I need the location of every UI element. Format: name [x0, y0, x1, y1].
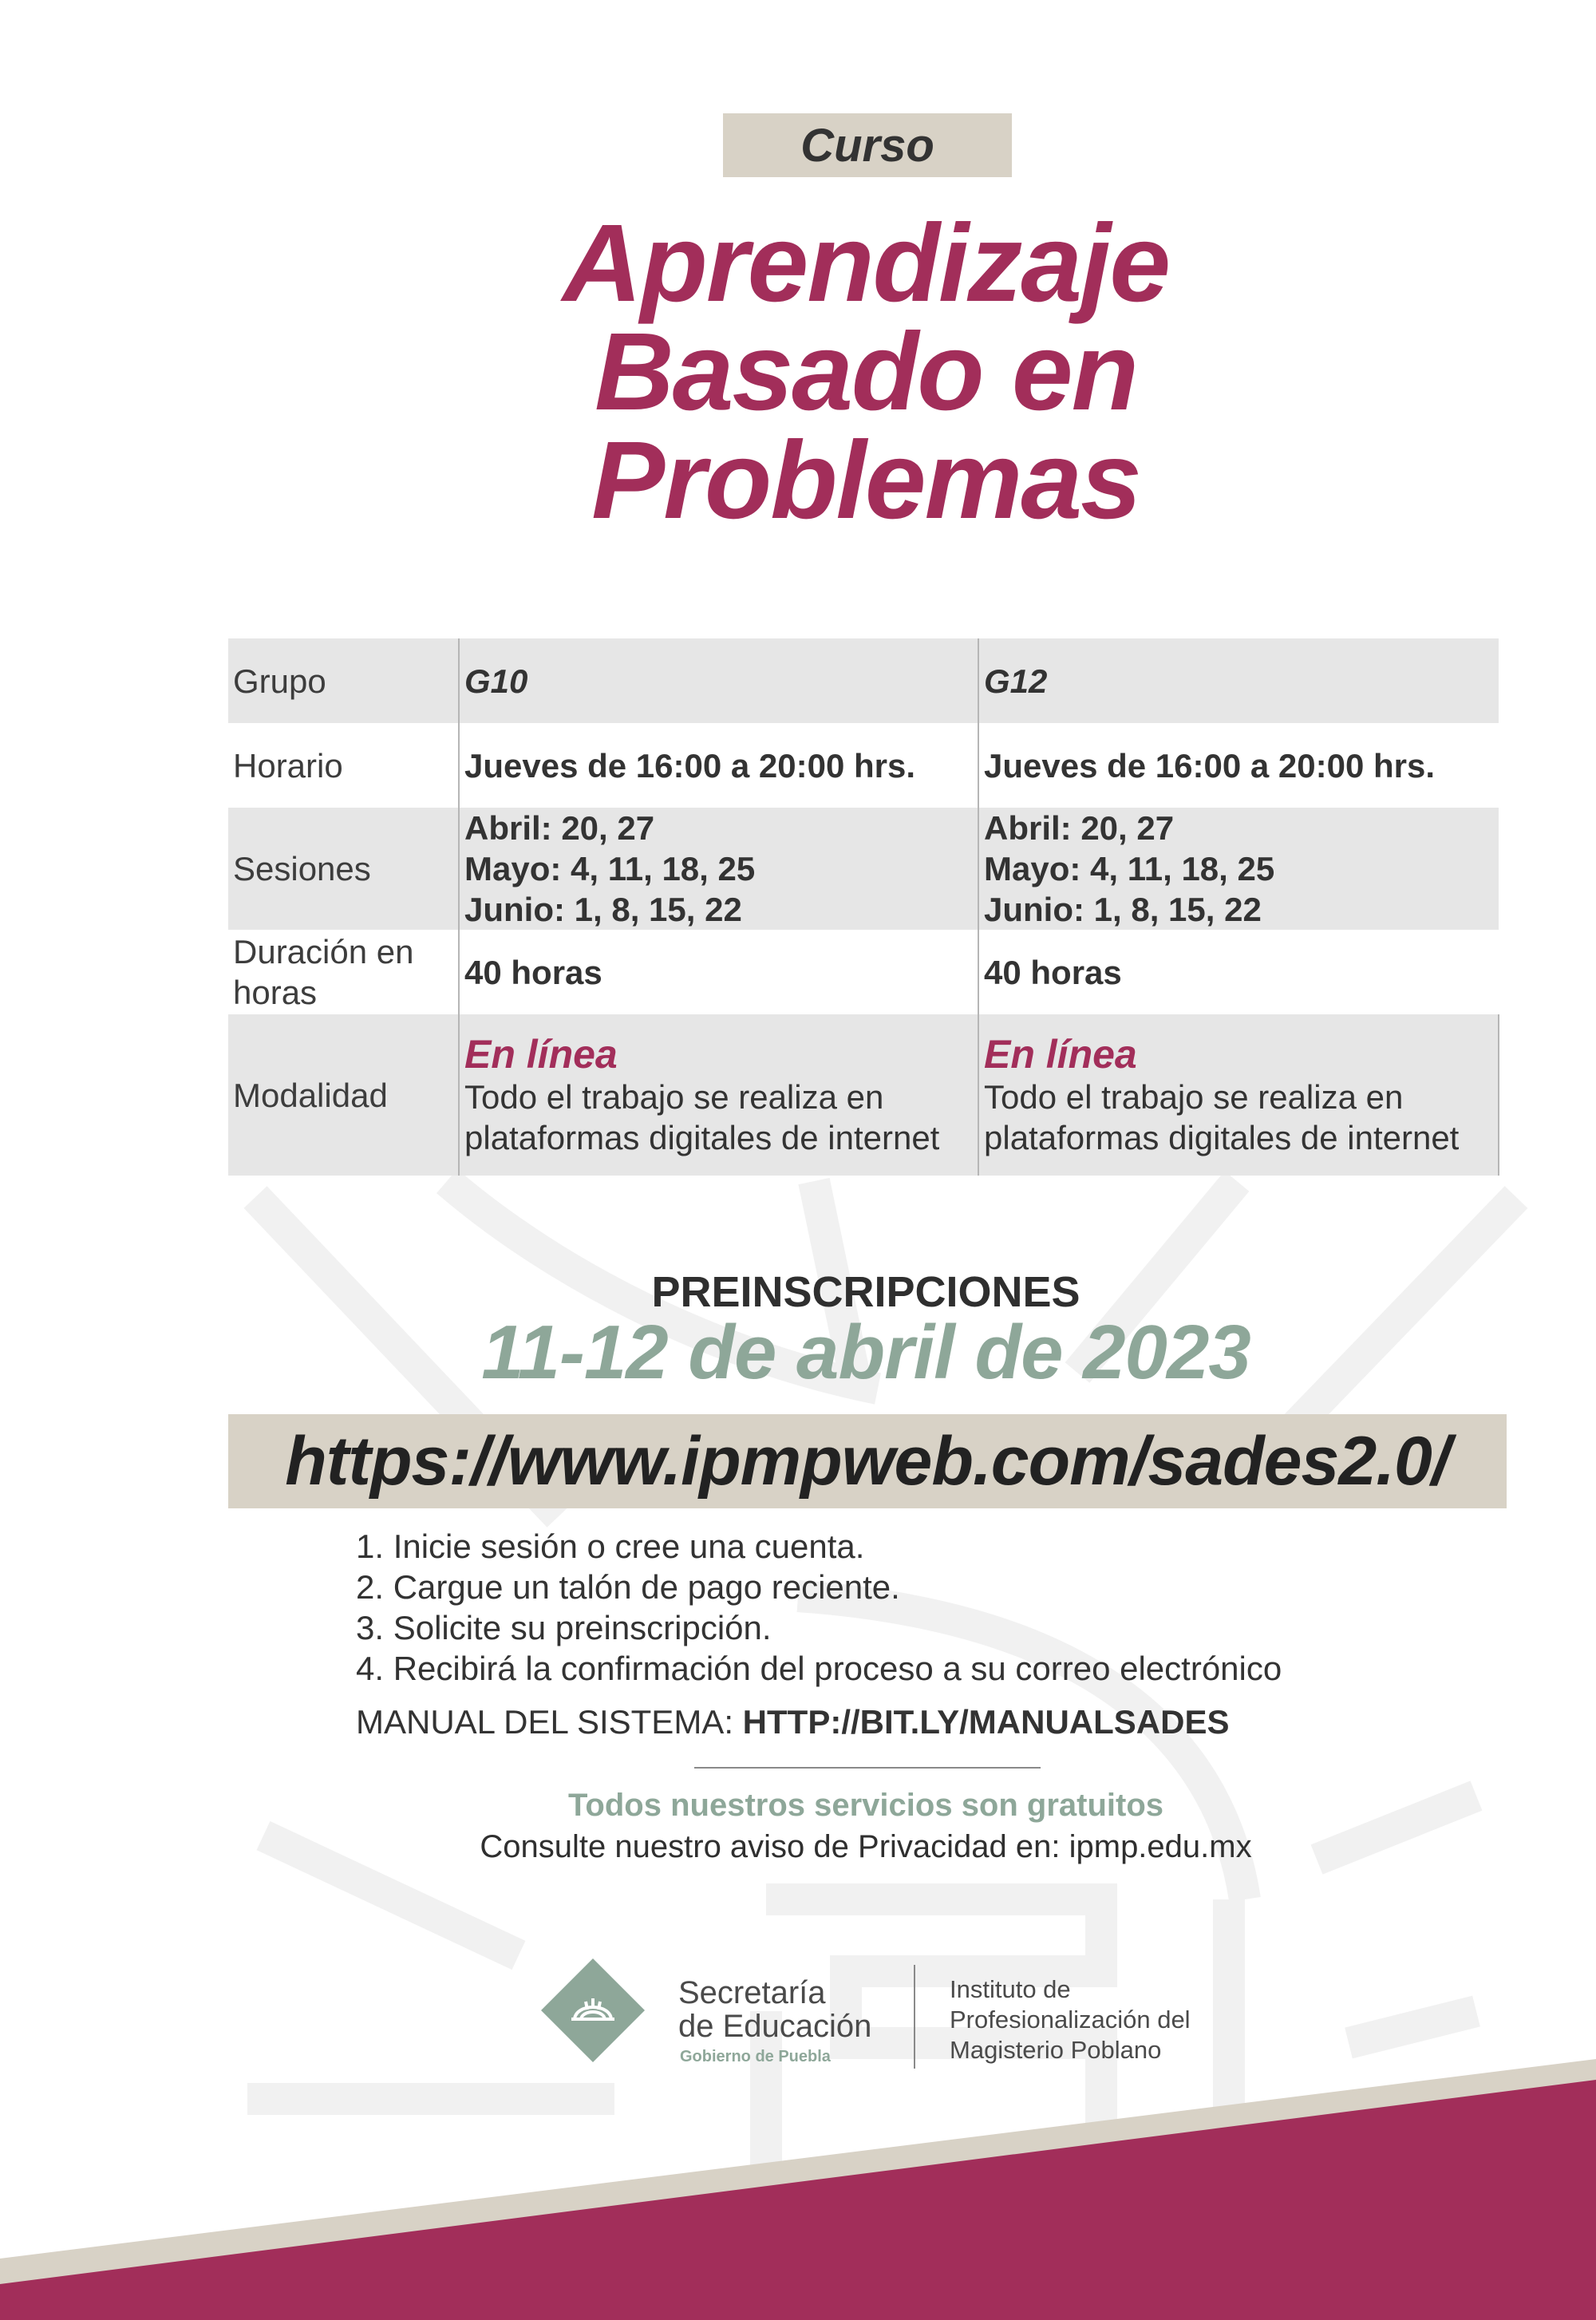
course-title-line: Aprendizaje — [562, 202, 1170, 325]
duration-g12: 40 horas — [978, 930, 1499, 1014]
manual-line — [356, 1703, 1473, 1741]
sep-name-line: de Educación — [678, 2009, 872, 2044]
table-row-modalidad — [228, 1014, 1499, 1176]
registration-url-link[interactable]: https://www.ipmpweb.com/sades2.0/ — [228, 1414, 1507, 1508]
table-row-grupo — [228, 638, 1499, 723]
course-title-line: Basado en — [595, 310, 1137, 433]
course-title — [399, 202, 1333, 542]
row-label — [228, 930, 459, 1014]
secretaria-educacion-name — [678, 1976, 871, 2043]
divider — [694, 1767, 1041, 1769]
sessions-g10 — [459, 808, 978, 930]
session-line: Abril: 20, 27 — [464, 809, 655, 847]
secretaria-educacion-logo-icon — [539, 1957, 646, 2064]
list-item: 3. Solicite su preinscripción. — [356, 1609, 772, 1646]
preinscription-dates: 11-12 de abril de 2023 — [481, 1310, 1250, 1395]
sep-name-line: Secretaría — [678, 1975, 826, 2010]
ipmp-name-line: Profesionalización del — [950, 2006, 1191, 2033]
course-title-line: Problemas — [591, 419, 1140, 542]
session-line: Junio: 1, 8, 15, 22 — [984, 891, 1262, 928]
table-row-duracion — [228, 930, 1499, 1014]
sessions-g12 — [978, 808, 1499, 930]
modality-title: En línea — [464, 1032, 618, 1077]
preinscription-heading: PREINSCRIPCIONES — [651, 1268, 1080, 1316]
ipmp-name-line: Instituto de — [950, 1975, 1071, 2003]
session-line: Abril: 20, 27 — [984, 809, 1175, 847]
ipmp-name — [950, 1974, 1191, 2065]
modality-desc-line: Todo el trabajo se realiza en — [984, 1078, 1404, 1116]
gobierno-puebla-label: Gobierno de Puebla — [680, 2048, 831, 2065]
modality-desc-line: Todo el trabajo se realiza en — [464, 1078, 884, 1116]
modality-desc-line: plataformas digitales de internet — [984, 1119, 1460, 1156]
row-label-line: horas — [233, 974, 318, 1011]
group-g12: G12 — [978, 638, 1499, 723]
row-label: Modalidad — [228, 1014, 459, 1176]
row-label-line: Duración en — [233, 933, 414, 970]
session-line: Mayo: 4, 11, 18, 25 — [984, 850, 1275, 887]
modality-g10 — [459, 1014, 978, 1176]
table-row-horario — [228, 723, 1499, 808]
list-item: 2. Cargue un talón de pago reciente. — [356, 1568, 900, 1606]
list-item: 4. Recibirá la confirmación del proceso a su correo electrónico — [356, 1650, 1282, 1687]
schedule-g12: Jueves de 16:00 a 20:00 hrs. — [978, 723, 1499, 808]
row-label: Horario — [228, 723, 459, 808]
modality-g12 — [978, 1014, 1499, 1176]
row-label: Grupo — [228, 638, 459, 723]
ipmp-name-line: Magisterio Poblano — [950, 2036, 1162, 2064]
schedule-table — [228, 638, 1499, 1176]
session-line: Mayo: 4, 11, 18, 25 — [464, 850, 756, 887]
privacy-notice: Consulte nuestro aviso de Privacidad en: ipmp.edu.mx — [480, 1829, 1252, 1864]
course-kicker-label: Curso — [723, 113, 1012, 177]
logo-separator — [914, 1965, 915, 2069]
manual-label: MANUAL DEL SISTEMA: — [356, 1703, 743, 1741]
free-services-note: Todos nuestros servicios son gratuitos — [567, 1788, 1164, 1823]
steps-list — [356, 1526, 1473, 1689]
group-g10: G10 — [459, 638, 978, 723]
table-row-sesiones — [228, 808, 1499, 930]
row-label: Sesiones — [228, 808, 459, 930]
list-item: 1. Inicie sesión o cree una cuenta. — [356, 1528, 865, 1565]
modality-desc-line: plataformas digitales de internet — [464, 1119, 940, 1156]
schedule-g10: Jueves de 16:00 a 20:00 hrs. — [459, 723, 978, 808]
session-line: Junio: 1, 8, 15, 22 — [464, 891, 742, 928]
duration-g10: 40 horas — [459, 930, 978, 1014]
manual-link[interactable]: HTTP://BIT.LY/MANUALSADES — [742, 1703, 1230, 1741]
modality-title: En línea — [984, 1032, 1137, 1077]
